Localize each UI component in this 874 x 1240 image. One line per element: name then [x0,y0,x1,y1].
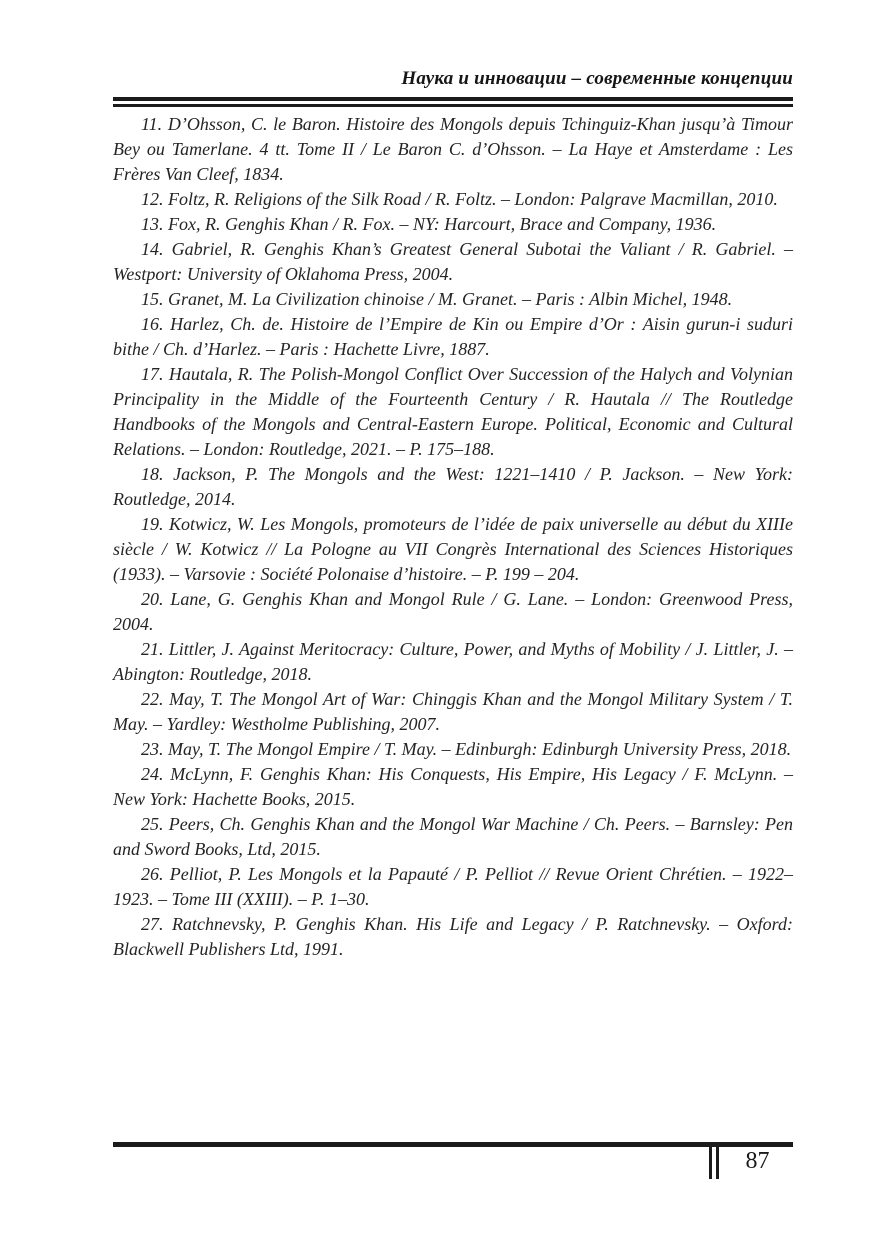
reference-item: 15. Granet, M. La Civilization chinoise / M. Granet. – Paris : Albin Michel, 1948. [141,289,733,309]
reference-item: 24. McLynn, F. Genghis Khan: His Conquests, His Empire, His Legacy / F. McLynn. – New York: Hachette Books, 2015. [113,764,793,809]
reference-item: 17. Hautala, R. The Polish-Mongol Conflict Over Succession of the Halych and Volynian Principality in the Middle of the Fourteenth Century / R. Hautala // The Routledge Handbooks of the Mongols and Central-Eastern Europe. Political, Economic and Cultural Relations. – London: Routledge, 2021. – P. 175–188. [113,364,793,459]
reference-item: 23. May, T. The Mongol Empire / T. May. – Edinburgh: Edinburgh University Press, 2018. [141,739,792,759]
footer-divider-bars [709,1142,719,1179]
reference-item: 27. Ratchnevsky, P. Genghis Khan. His Life and Legacy / P. Ratchnevsky. – Oxford: Blackwell Publishers Ltd, 1991. [113,914,793,959]
header-double-rule [113,97,793,107]
reference-item: 25. Peers, Ch. Genghis Khan and the Mongol War Machine / Ch. Peers. – Barnsley: Pen and Sword Books, Ltd, 2015. [113,814,793,859]
reference-item: 11. D’Ohsson, C. le Baron. Histoire des Mongols depuis Tchinguiz-Khan jusqu’à Timour Bey ou Tamerlane. 4 tt. Tome II / Le Baron C. d’Ohsson. – La Haye et Amsterdame : Les Frères Van Cleef, 1834. [113,114,793,184]
reference-item: 12. Foltz, R. Religions of the Silk Road / R. Foltz. – London: Palgrave Macmillan, 2010. [141,189,778,209]
references-list [113,112,793,962]
reference-item: 21. Littler, J. Against Meritocracy: Culture, Power, and Myths of Mobility / J. Littler, J. – Abington: Routledge, 2018. [113,639,793,684]
reference-item: 22. May, T. The Mongol Art of War: Chinggis Khan and the Mongol Military System / T. May. – Yardley: Westholme Publishing, 2007. [113,689,793,734]
reference-item: 16. Harlez, Ch. de. Histoire de l’Empire de Kin ou Empire d’Or : Aisin gurun-i suduri bithe / Ch. d’Harlez. – Paris : Hachette Livre, 1887. [113,314,793,359]
reference-item: 19. Kotwicz, W. Les Mongols, promoteurs de l’idée de paix universelle au début du XIIIe siècle / W. Kotwicz // La Pologne au VII Congrès International des Sciences Historiques (1933). – Varsovie : Société Polonaise d’histoire. – P. 199 – 204. [113,514,793,584]
reference-item: 14. Gabriel, R. Genghis Khan’s Greatest General Subotai the Valiant / R. Gabriel. – Westport: University of Oklahoma Press, 2004. [113,239,793,284]
page-number: 87 [745,1148,770,1174]
reference-item: 20. Lane, G. Genghis Khan and Mongol Rule / G. Lane. – London: Greenwood Press, 2004. [113,589,793,634]
reference-item: 13. Fox, R. Genghis Khan / R. Fox. – NY: Harcourt, Brace and Company, 1936. [141,214,717,234]
footer-rule [113,1142,793,1147]
running-head-title: Наука и инновации – современные концепции [401,68,793,89]
reference-item: 18. Jackson, P. The Mongols and the West: 1221–1410 / P. Jackson. – New York: Routledge, 2014. [113,464,793,509]
reference-item: 26. Pelliot, P. Les Mongols et la Papauté / P. Pelliot // Revue Orient Chrétien. – 1922–1923. – Tome III (XXIII). – P. 1–30. [113,864,793,909]
